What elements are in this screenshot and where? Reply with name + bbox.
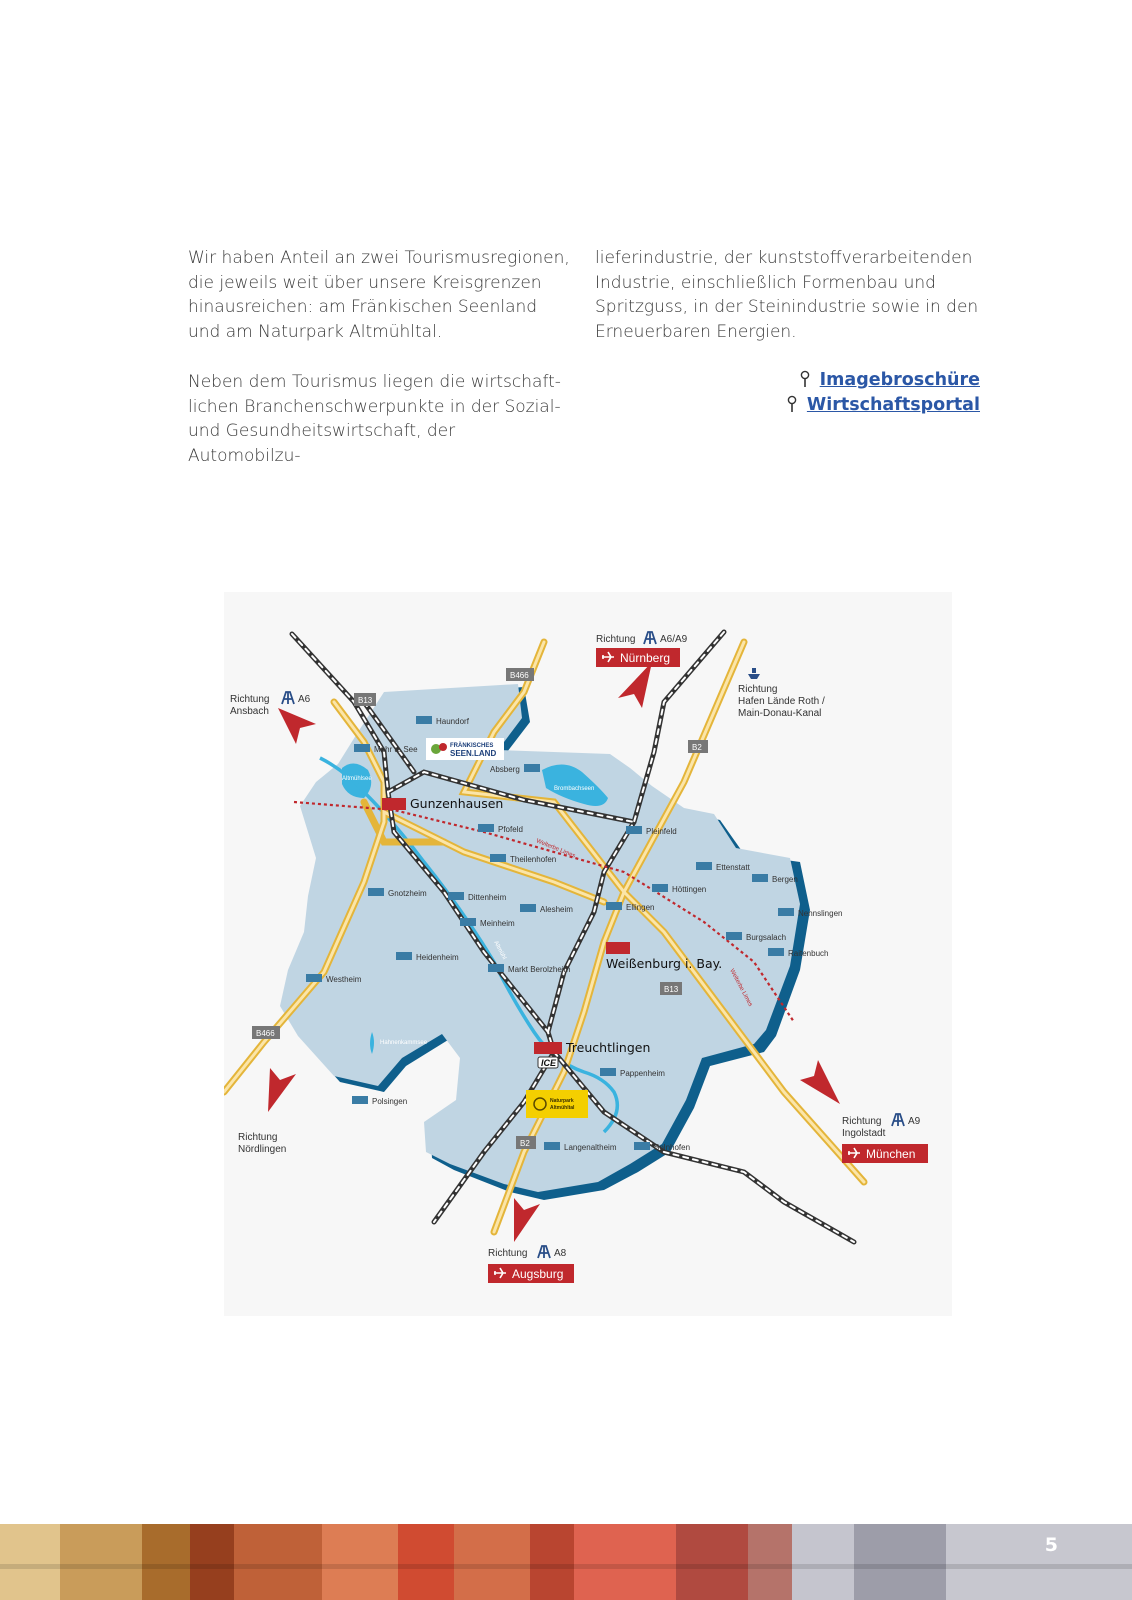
svg-text:Richtung: Richtung [596,634,636,645]
footer-segment [0,1524,60,1600]
ice-badge [538,1057,558,1068]
svg-text:Nürnberg: Nürnberg [620,651,671,665]
direction-arrow-augsburg [514,1198,540,1242]
svg-text:B2: B2 [520,1139,530,1148]
svg-text:Solnhofen: Solnhofen [654,1143,691,1152]
direction-ingolstadt [842,1114,928,1163]
shield-b13-north [354,693,376,706]
paragraph-tourism: Wir haben Anteil an zwei Tourismusregionen, die jeweils weit über unsere Kreisgrenzen hinausreichen: am Fränkischen Seenland und am Naturpark Altmühltal. [188,248,570,342]
ship-icon [748,668,760,679]
lake-label-hahnenkammsee: Hahnenkammsee [380,1040,428,1046]
svg-text:A6/A9: A6/A9 [660,634,688,645]
naturpark-logo [526,1090,588,1118]
svg-text:Naturpark: Naturpark [550,1098,574,1104]
paragraph-economy: Neben dem Tourismus liegen die wirtschaft-lichen Branchenschwerpunkte in der Sozial- und Gesundheitswirtschaft, der Automobilzu- [188,372,561,466]
footer-segment [748,1524,792,1600]
direction-augsburg [488,1246,574,1283]
svg-text:Muhr a. See: Muhr a. See [374,745,418,754]
footer-segment [322,1524,398,1600]
city-treuchtlingen [534,1040,650,1055]
svg-text:Meinheim: Meinheim [480,919,515,928]
direction-arrow-ansbach [278,708,316,744]
svg-text:Dittenheim: Dittenheim [468,893,507,902]
image-brochure-label: Imagebroschüre [819,370,980,390]
svg-text:Main-Donau-Kanal: Main-Donau-Kanal [738,708,822,719]
svg-text:Höttingen: Höttingen [672,885,707,894]
svg-text:Polsingen: Polsingen [372,1097,408,1106]
svg-text:Heidenheim: Heidenheim [416,953,459,962]
pin-icon [787,395,797,413]
lake-label-altmuehlsee: Altmühlsee [342,776,372,782]
footer-segment [142,1524,190,1600]
svg-text:Treuchtlingen: Treuchtlingen [566,1040,651,1055]
svg-text:A9: A9 [908,1116,921,1127]
svg-text:Richtung: Richtung [230,694,270,705]
direction-hafen [738,668,825,719]
svg-text:Burgsalach: Burgsalach [746,933,787,942]
text-column-right [595,246,980,370]
svg-text:Richtung: Richtung [238,1132,278,1143]
svg-text:Hafen Lände Roth /: Hafen Lände Roth / [738,696,825,707]
shield-b466-north [506,668,534,681]
page-number: 5 [1044,1534,1058,1556]
footer-segment [676,1524,748,1600]
direction-arrow-nuernberg [618,662,652,708]
limes-label-south: Welterbe Limes [728,968,754,1008]
svg-text:Westheim: Westheim [326,975,362,984]
svg-text:FRÄNKISCHES: FRÄNKISCHES [450,743,494,749]
lake-label-brombachseen: Brombachseen [554,786,595,792]
image-brochure-link[interactable] [787,368,980,393]
link-list [787,368,980,418]
footer-segment [530,1524,574,1600]
footer-segment [946,1524,1132,1600]
limes-label: Welterbe Limes [535,838,577,860]
svg-text:Haundorf: Haundorf [436,717,469,726]
svg-text:B13: B13 [664,985,679,994]
svg-text:A6: A6 [298,694,311,705]
paragraph-industries: lieferindustrie, der kunststoffverarbeitenden Industrie, einschließlich Formenbau und Spritzguss, in der Steinindustrie sowie in den Erneuerbaren Energien. [595,248,979,342]
svg-text:Nördlingen: Nördlingen [238,1144,287,1155]
text-column-left [188,246,573,494]
svg-text:ICE: ICE [541,1058,557,1068]
business-portal-label: Wirtschaftsportal [806,395,980,415]
footer-segment [454,1524,530,1600]
svg-text:Bergen: Bergen [772,875,798,884]
svg-text:Pleinfeld: Pleinfeld [646,827,677,836]
town-polsingen [352,1096,407,1106]
seenland-logo [426,738,504,760]
svg-text:B466: B466 [510,671,529,680]
direction-arrow-ingolstadt [800,1060,840,1104]
shield-b466-west [252,1026,280,1039]
svg-text:Theilenhofen: Theilenhofen [510,855,557,864]
svg-text:Ansbach: Ansbach [230,706,269,717]
district-map-graphic [224,592,952,1316]
city-gunzenhausen [382,796,503,811]
footer-divider-line [0,1564,1132,1569]
svg-text:Alesheim: Alesheim [540,905,573,914]
svg-text:München: München [866,1147,916,1161]
footer-segment [792,1524,854,1600]
svg-text:Ettenstatt: Ettenstatt [716,863,750,872]
footer-segment [398,1524,454,1600]
footer-color-bar [0,1524,1132,1600]
svg-text:Ingolstadt: Ingolstadt [842,1128,886,1139]
shield-b2-south [516,1136,536,1149]
svg-text:Augsburg: Augsburg [512,1267,564,1281]
pin-icon [800,370,810,388]
svg-text:A8: A8 [554,1248,567,1259]
svg-text:Altmühltal: Altmühltal [550,1105,575,1111]
business-portal-link[interactable] [787,393,980,418]
river-label-altmuehl: Altmühl [492,940,507,961]
shield-b2-north [688,740,708,753]
svg-text:Langenaltheim: Langenaltheim [564,1143,617,1152]
svg-text:Weißenburg i. Bay.: Weißenburg i. Bay. [606,956,723,971]
svg-text:Richtung: Richtung [842,1116,882,1127]
svg-text:B2: B2 [692,743,702,752]
district-map [224,592,952,1316]
svg-text:Raitenbuch: Raitenbuch [788,949,829,958]
svg-text:Gnotzheim: Gnotzheim [388,889,427,898]
svg-text:Pfofeld: Pfofeld [498,825,523,834]
svg-text:Richtung: Richtung [488,1248,528,1259]
svg-text:SEEN.LAND: SEEN.LAND [450,749,497,758]
footer-segment [854,1524,946,1600]
footer-segment [234,1524,322,1600]
svg-text:B13: B13 [358,696,373,705]
svg-text:Ellingen: Ellingen [626,903,655,912]
svg-text:Absberg: Absberg [490,765,520,774]
shield-b13-south [660,982,682,995]
footer-segment [190,1524,234,1600]
direction-ansbach [230,692,311,717]
svg-text:Nennslingen: Nennslingen [798,909,843,918]
footer-segment [60,1524,142,1600]
direction-arrow-noerdlingen [268,1068,296,1112]
svg-text:Pappenheim: Pappenheim [620,1069,665,1078]
footer-segment [574,1524,676,1600]
svg-text:B466: B466 [256,1029,275,1038]
direction-noerdlingen [238,1132,286,1155]
svg-text:Gunzenhausen: Gunzenhausen [410,796,504,811]
svg-text:Markt Berolzheim: Markt Berolzheim [508,965,571,974]
svg-text:Richtung: Richtung [738,684,778,695]
direction-nuernberg [596,632,688,667]
